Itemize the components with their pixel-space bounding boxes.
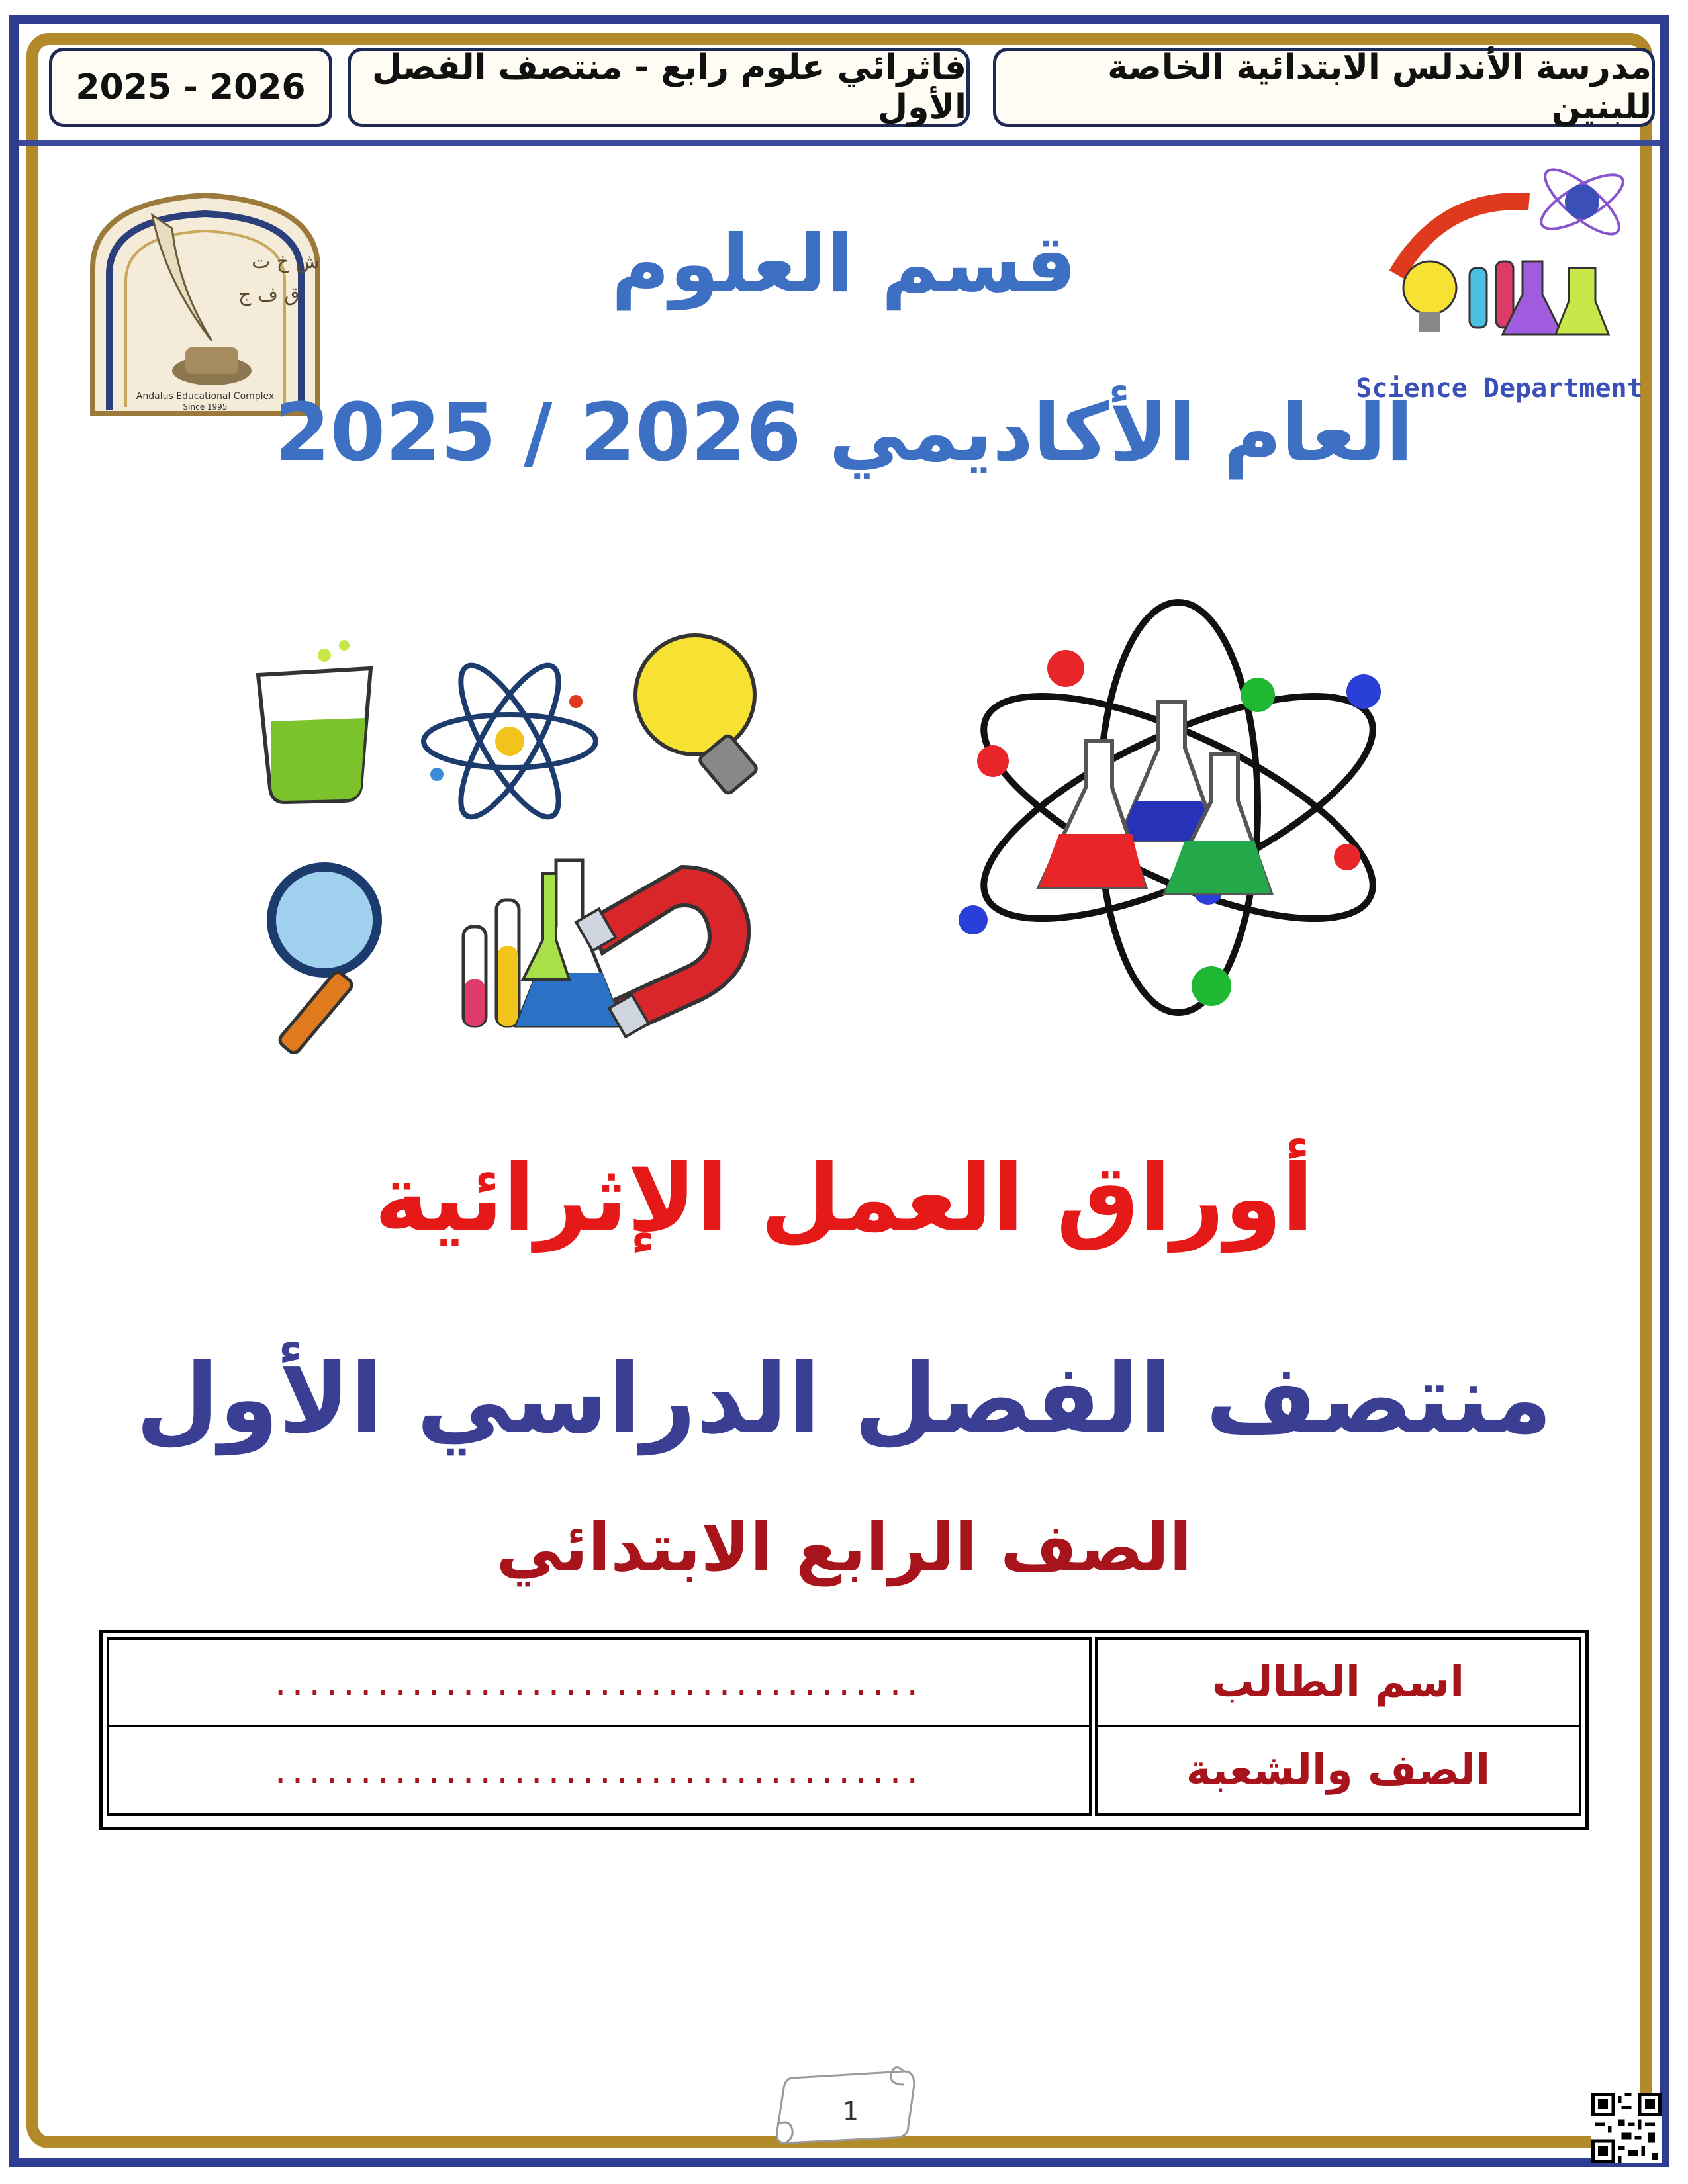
school-logo-caption-sub: Since 1995 (183, 402, 228, 412)
science-department-caption: Science Department (1356, 373, 1643, 404)
student-name-label: اسم الطالب (1211, 1658, 1465, 1707)
academic-year-value: 2025 / 2026 (275, 387, 802, 479)
term-title: منتصف الفصل الدراسي الأول (136, 1343, 1552, 1455)
light-bulb-icon (635, 635, 758, 795)
student-name-field[interactable] (107, 1637, 1092, 1727)
science-stickers-illustration (245, 629, 774, 1052)
atom-icon (424, 653, 596, 829)
svg-text:ش خ ت: ش خ ت (252, 250, 320, 273)
class-section-label-cell (1095, 1725, 1581, 1816)
qr-code (1591, 2093, 1662, 2163)
header-school-name: مدرسة الأندلس الابتدائية الخاصة للبنين (993, 48, 1655, 127)
magnifying-glass-icon (271, 867, 377, 1056)
worksheets-title: أوراق العمل الإثرائية (374, 1145, 1314, 1253)
grade-title: الصف الرابع الابتدائي (496, 1509, 1192, 1586)
academic-year (0, 387, 1688, 479)
student-name-placeholder: ...................................... (274, 1661, 924, 1704)
class-section-label: الصف والشعبة (1186, 1746, 1491, 1795)
class-section-field[interactable] (107, 1725, 1092, 1816)
atom-flasks-illustration (953, 589, 1403, 1026)
page-number: 1 (842, 2097, 859, 2126)
header-rule (19, 140, 1660, 146)
school-logo-caption: Andalus Educational Complex (136, 391, 275, 402)
class-section-placeholder: ...................................... (274, 1749, 924, 1792)
beaker-icon (258, 640, 371, 802)
department-title: قسم العلوم (611, 218, 1077, 310)
student-info-table (99, 1630, 1589, 1830)
svg-text:ق ف ج: ق ف ج (238, 283, 300, 306)
academic-year-label: العام الأكاديمي (829, 387, 1413, 479)
student-name-label-cell (1095, 1637, 1581, 1727)
header-year-range: 2025 - 2026 (49, 48, 332, 127)
header-subject-line: فاثرائي علوم رابع - منتصف الفصل الأول (348, 48, 970, 127)
